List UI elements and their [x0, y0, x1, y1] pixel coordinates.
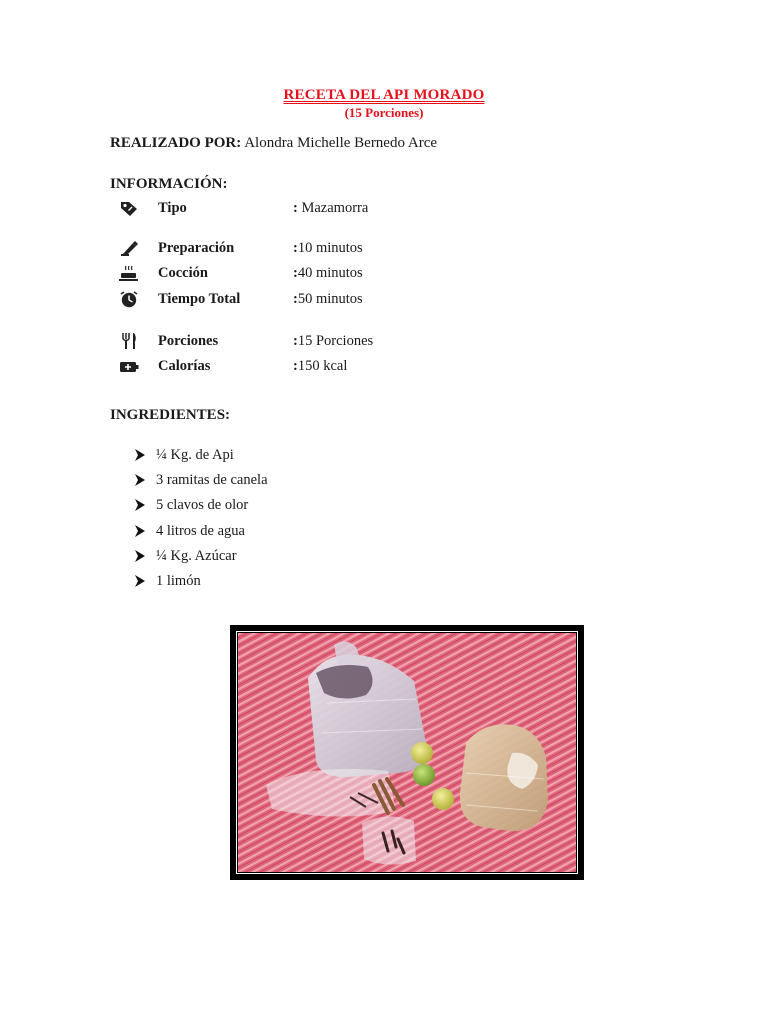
- author-line: [110, 134, 437, 152]
- info-label: Tipo: [158, 200, 187, 216]
- info-value: [293, 199, 368, 217]
- ingredient-text: 1 limón: [156, 572, 201, 589]
- info-colon: :: [293, 358, 298, 374]
- fork-knife-icon: [118, 332, 140, 350]
- info-value: [293, 357, 347, 375]
- info-colon: :: [293, 291, 298, 307]
- info-label: Tiempo Total: [158, 291, 241, 307]
- author-name: Alondra Michelle Bernedo Arce: [241, 135, 438, 151]
- author-label: REALIZADO POR:: [110, 135, 242, 151]
- cloves-bag: [362, 816, 416, 864]
- ingredient-text: 4 litros de agua: [156, 522, 245, 539]
- ingredient-text: 3 ramitas de canela: [156, 472, 268, 489]
- arrow-bullet-icon: [133, 498, 147, 512]
- ingredients-photo: [238, 633, 576, 872]
- ingredients-photo-frame: [230, 625, 584, 880]
- info-label: Calorías: [158, 358, 211, 374]
- ingredient-item: [133, 547, 268, 572]
- info-value-text: 10 minutos: [297, 240, 363, 256]
- prep-knife-icon: [118, 239, 140, 257]
- ingredient-text: ¼ Kg. de Api: [156, 447, 234, 463]
- info-value: [293, 264, 363, 282]
- info-label: Preparación: [158, 240, 235, 256]
- ingredient-item: [133, 446, 268, 471]
- info-value: [293, 290, 363, 308]
- info-colon: :: [293, 240, 298, 256]
- info-value: [293, 332, 373, 350]
- ingredients-heading: INGREDIENTES:: [110, 407, 231, 423]
- info-colon: :: [293, 333, 298, 349]
- arrow-bullet-icon: [133, 549, 147, 563]
- ingredients-list: [133, 446, 268, 597]
- cooking-pan-icon: [118, 264, 140, 282]
- recipe-subtitle: (15 Porciones): [344, 105, 424, 120]
- info-colon: :: [293, 265, 298, 281]
- ingredient-item: [133, 471, 268, 496]
- ingredient-text: 5 clavos de olor: [156, 497, 249, 514]
- info-value-text: Mazamorra: [301, 200, 369, 216]
- sugar-bag: [460, 724, 548, 831]
- title-block: [0, 86, 768, 121]
- arrow-bullet-icon: [133, 473, 147, 487]
- info-value-text: 40 minutos: [297, 265, 363, 281]
- info-label: Cocción: [158, 265, 208, 281]
- info-value-text: 15 Porciones: [297, 333, 374, 349]
- ingredient-item: [133, 496, 268, 521]
- arrow-bullet-icon: [133, 524, 147, 538]
- arrow-bullet-icon: [133, 448, 147, 462]
- info-colon: :: [293, 200, 302, 216]
- info-value-text: 150 kcal: [297, 358, 348, 374]
- info-value-text: 50 minutos: [297, 291, 363, 307]
- timer-icon: [118, 290, 140, 308]
- ingredient-item: [133, 572, 268, 597]
- battery-icon: [118, 357, 140, 375]
- info-label: Porciones: [158, 333, 219, 349]
- recipe-title: RECETA DEL API MORADO: [283, 87, 485, 103]
- arrow-bullet-icon: [133, 574, 147, 588]
- ingredient-text: ¼ Kg. Azúcar: [156, 547, 237, 564]
- tag-icon: [118, 199, 140, 217]
- info-value: [293, 239, 363, 257]
- info-heading: INFORMACIÓN:: [110, 176, 228, 192]
- ingredient-item: [133, 522, 268, 547]
